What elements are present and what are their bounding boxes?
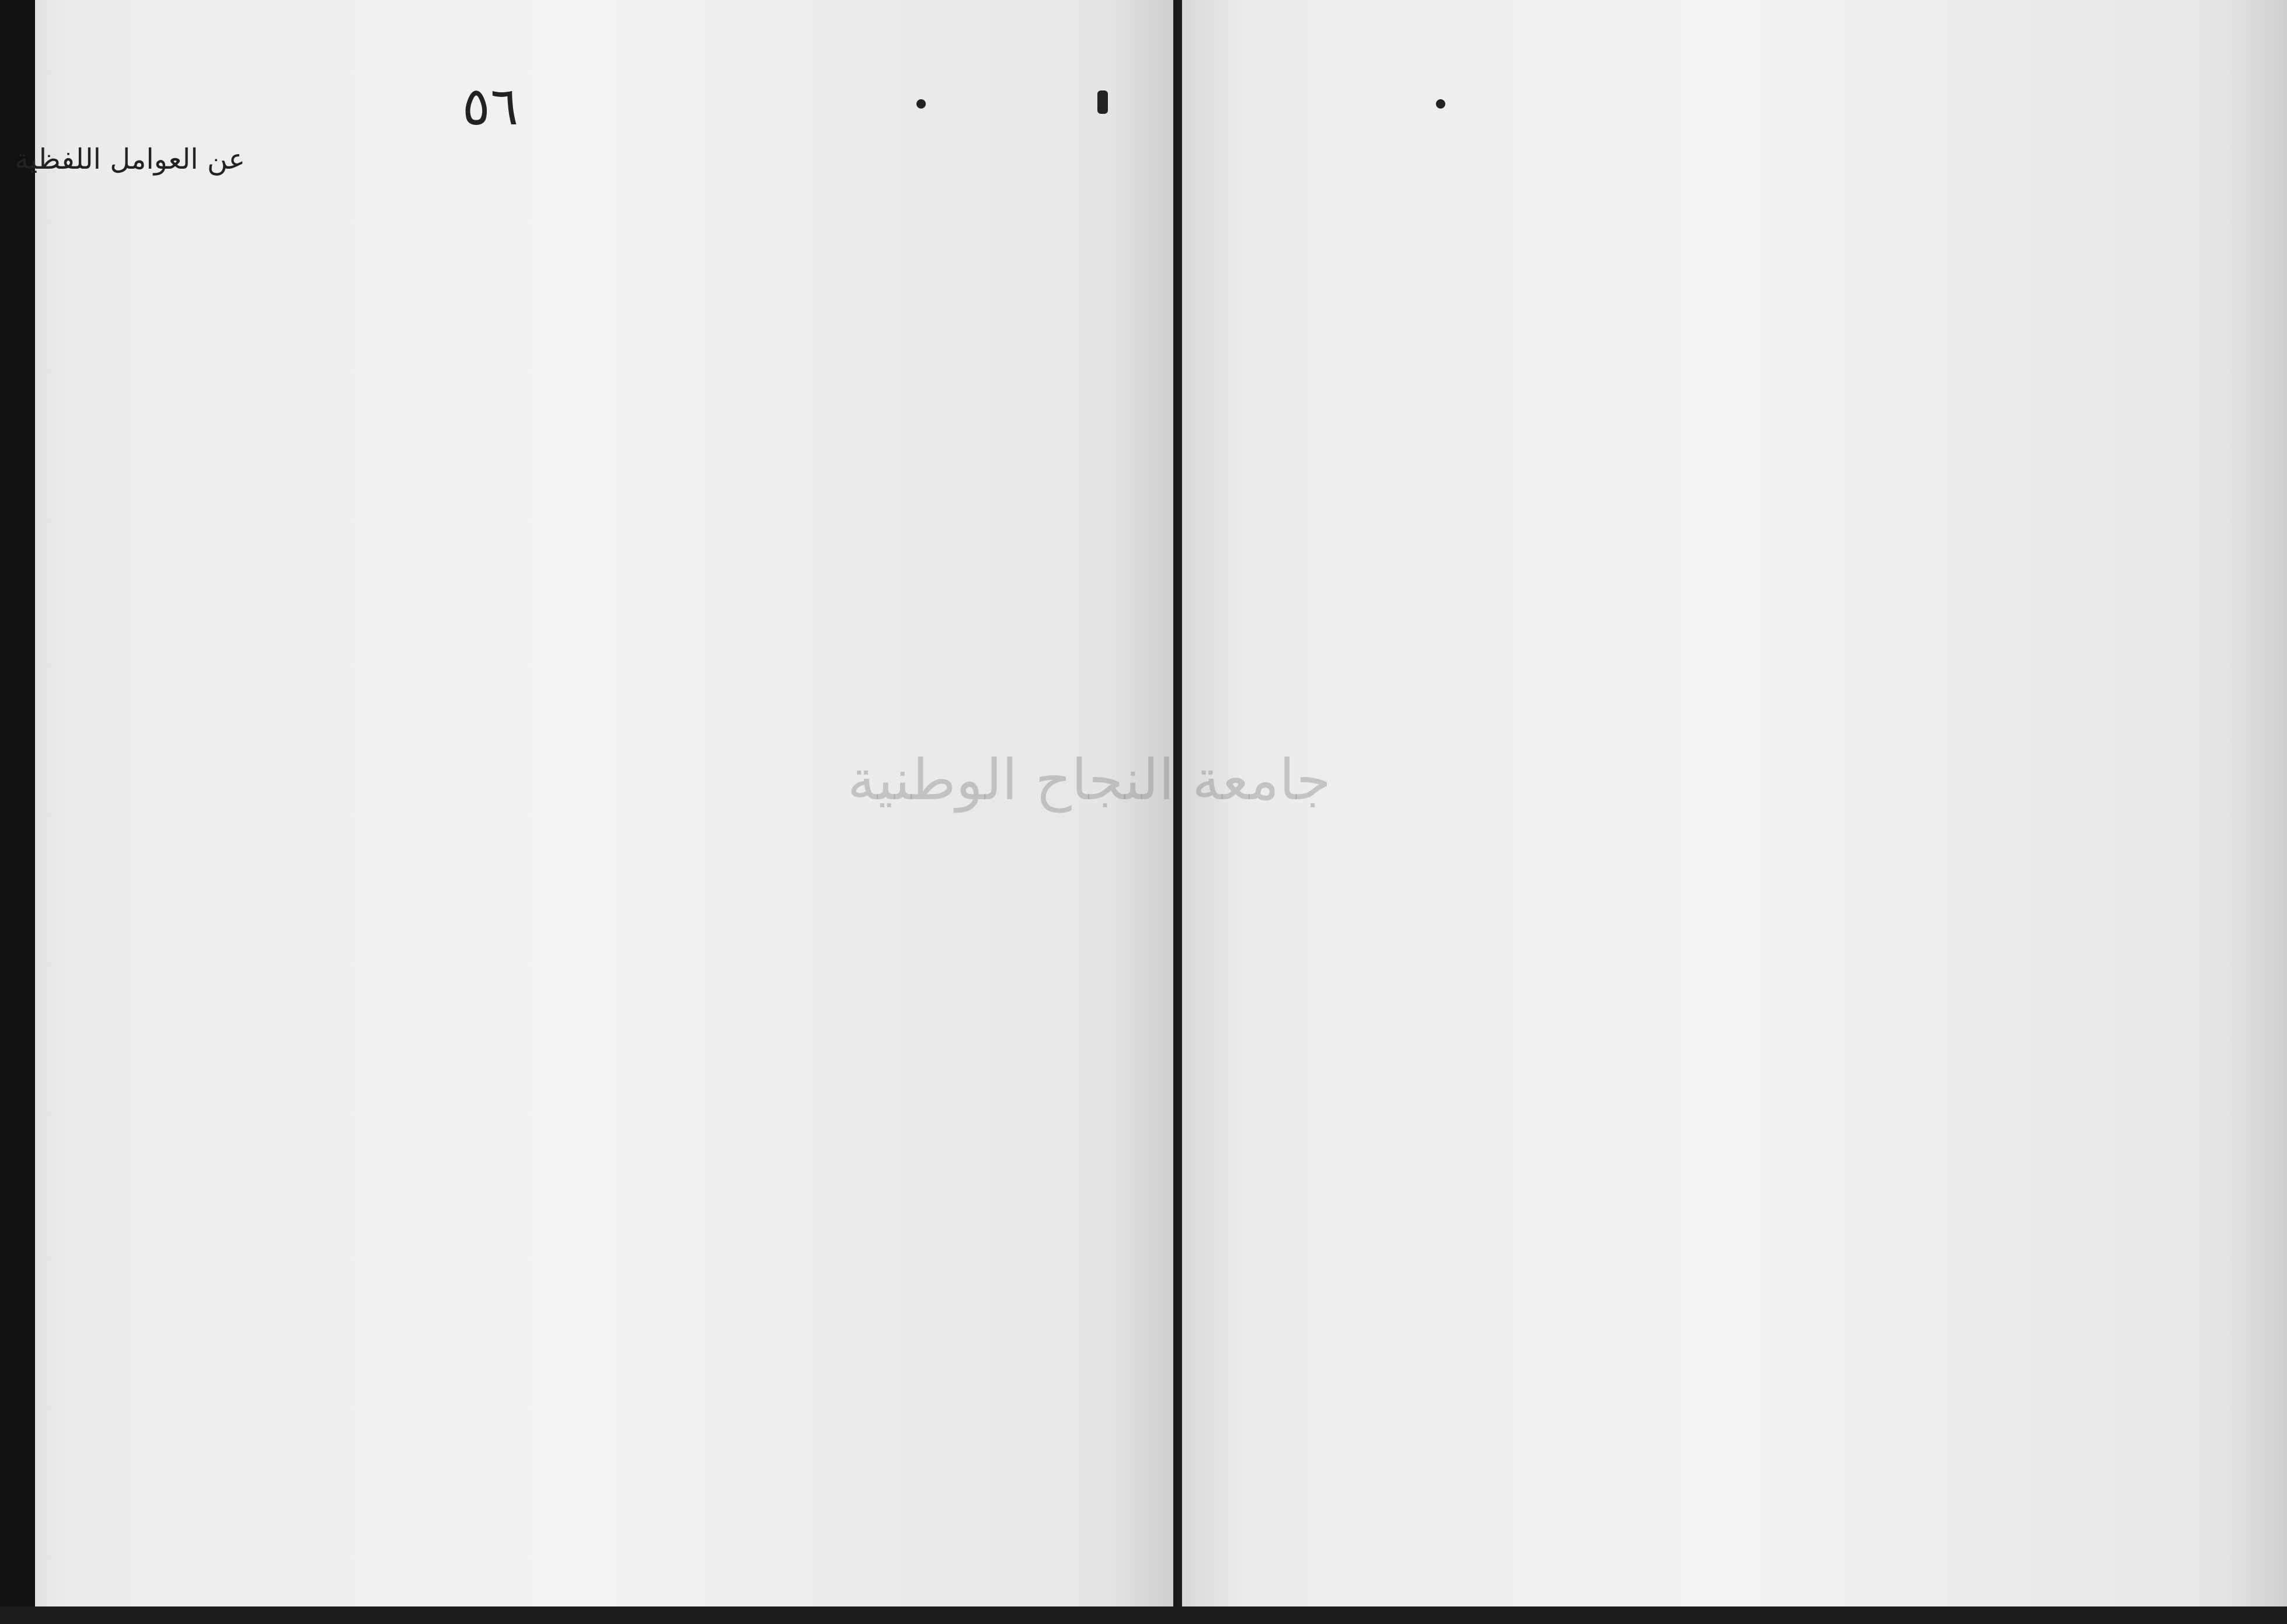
page-number: ٥٦ [462, 76, 519, 137]
ink-dot [916, 99, 926, 109]
ink-mark [1097, 90, 1108, 114]
library-watermark: جامعة النجاح الوطنية [847, 747, 1331, 813]
book-bottom-edge [0, 1606, 2287, 1624]
book-cover-edge [0, 0, 35, 1624]
right-page [1182, 0, 2287, 1624]
ink-dot [1436, 99, 1445, 109]
margin-note: عن العوامل اللفظية [15, 143, 245, 176]
